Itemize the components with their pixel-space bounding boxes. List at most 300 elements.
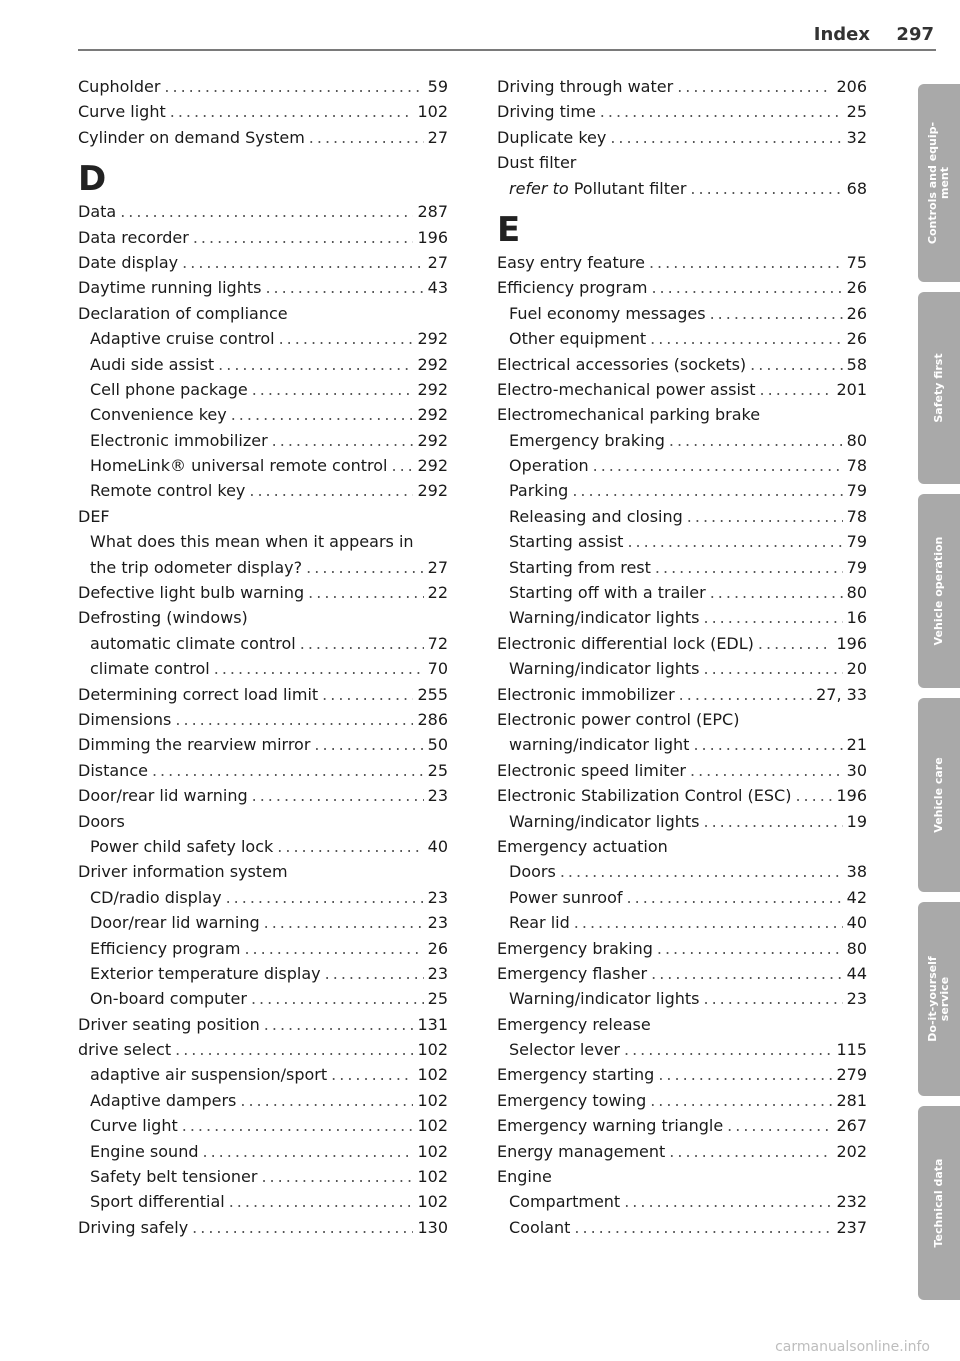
index-entry-prefix: refer to [509, 178, 569, 198]
dot-leader [703, 605, 842, 630]
index-entry [78, 478, 448, 503]
dot-leader [574, 1215, 832, 1240]
index-entry-text: Duplicate key [497, 127, 607, 147]
index-entry-page: 75 [846, 252, 867, 272]
index-entry-page: 23 [427, 913, 448, 933]
index-entry-page: 26 [846, 303, 867, 323]
index-entry [497, 834, 867, 859]
index-entry-page: 292 [417, 354, 448, 374]
index-entry-text: Curve light [90, 1116, 178, 1136]
index-entry-text: Warning/indicator lights [509, 608, 700, 628]
index-entry-text: the trip odometer display? [90, 557, 303, 577]
index-entry-page: 115 [836, 1040, 867, 1060]
dot-leader [750, 352, 842, 377]
index-entry-text: CD/radio display [90, 887, 222, 907]
index-entry-text: Emergency starting [497, 1065, 655, 1085]
index-entry [497, 936, 867, 961]
dot-leader [249, 478, 413, 503]
index-entry-text: Audi side assist [90, 354, 215, 374]
index-entry [78, 707, 448, 732]
dot-leader [560, 859, 843, 884]
dot-leader [710, 301, 843, 326]
index-entry-text: Electromechanical parking brake [497, 405, 761, 425]
index-entry-page: 292 [417, 405, 448, 425]
index-entry-page: 22 [427, 583, 448, 603]
index-entry-text: Defective light bulb warning [78, 583, 305, 603]
index-entry-text: Dimming the rearview mirror [78, 735, 311, 755]
index-entry-text: Cylinder on demand System [78, 127, 305, 147]
index-entry-page: 78 [846, 456, 867, 476]
index-entry-text: Fuel economy messages [509, 303, 706, 323]
dot-leader [251, 986, 424, 1011]
index-entry-text: Warning/indicator lights [509, 989, 700, 1009]
index-entry-page: 27, 33 [816, 684, 867, 704]
index-entry [497, 250, 867, 275]
index-entry-text: Starting from rest [509, 557, 651, 577]
dot-leader [690, 758, 843, 783]
index-entry-page: 102 [417, 1192, 448, 1212]
index-entry-text: Adaptive dampers [90, 1090, 237, 1110]
dot-leader [170, 99, 414, 124]
index-entry [497, 1139, 867, 1164]
index-entry-page: 102 [417, 1141, 448, 1161]
sidebar-tab-label: Vehicle care [932, 757, 945, 833]
index-entry-page: 43 [427, 278, 448, 298]
index-entry-text: climate control [90, 659, 210, 679]
index-entry-page: 23 [427, 963, 448, 983]
sidebar-tab-safety[interactable] [918, 292, 960, 484]
index-entry-page: 102 [417, 102, 448, 122]
sidebar-tab-controls[interactable] [918, 84, 960, 282]
index-entry [78, 199, 448, 224]
dot-leader [600, 99, 843, 124]
index-entry-page: 130 [417, 1217, 448, 1237]
index-entry [78, 580, 448, 605]
index-entry-text [509, 176, 686, 201]
dot-leader [650, 326, 843, 351]
index-entry [497, 732, 867, 757]
index-entry-text: Exterior temperature display [90, 963, 321, 983]
index-entry-page: 279 [836, 1065, 867, 1085]
index-entry-text: Doors [78, 811, 125, 831]
index-entry-page: 20 [846, 659, 867, 679]
index-entry [78, 631, 448, 656]
index-entry-text: Efficiency program [497, 278, 648, 298]
index-entry [78, 125, 448, 150]
dot-leader [279, 326, 414, 351]
index-entry-text: Electrical accessories (sockets) [497, 354, 747, 374]
index-entry-text: Starting assist [509, 532, 624, 552]
dot-leader [264, 1012, 414, 1037]
index-entry-text: Operation [509, 456, 589, 476]
index-entry [78, 1113, 448, 1138]
index-entry-page: 27 [427, 252, 448, 272]
index-entry-page: 19 [846, 811, 867, 831]
index-entry [497, 428, 867, 453]
index-entry-text: Engine sound [90, 1141, 199, 1161]
index-entry-text: On-board computer [90, 989, 247, 1009]
index-entry [497, 1037, 867, 1062]
index-entry-page: 40 [427, 836, 448, 856]
index-section-letter: E [497, 209, 521, 250]
index-column-right [497, 74, 867, 1240]
index-entry-text: Dust filter [497, 153, 577, 173]
index-entry [78, 453, 448, 478]
index-entry-text: automatic climate control [90, 633, 296, 653]
index-entry [78, 1037, 448, 1062]
dot-leader [306, 555, 424, 580]
index-entry [497, 682, 867, 707]
index-entry [78, 250, 448, 275]
index-entry [78, 1189, 448, 1214]
dot-leader [650, 1088, 832, 1113]
dot-leader [657, 936, 843, 961]
dot-leader [314, 732, 423, 757]
dot-leader [192, 1215, 413, 1240]
index-entry-page: 80 [846, 938, 867, 958]
index-entry-page: 78 [846, 506, 867, 526]
index-entry [497, 783, 867, 808]
index-entry [497, 1062, 867, 1087]
index-entry-page: 44 [846, 963, 867, 983]
index-entry [497, 1113, 867, 1138]
index-entry [497, 707, 867, 732]
sidebar-tab-label: Vehicle operation [932, 536, 945, 646]
watermark: carmanualsonline.info [775, 1339, 930, 1355]
index-entry-text: warning/indicator light [509, 735, 690, 755]
index-entry [497, 326, 867, 351]
index-entry-page: 102 [417, 1065, 448, 1085]
index-entry [497, 352, 867, 377]
index-entry-text: Date display [78, 252, 179, 272]
index-entry [78, 961, 448, 986]
index-entry [497, 301, 867, 326]
index-entry-text: Easy entry feature [497, 252, 645, 272]
dot-leader [120, 199, 413, 224]
index-entry-page: 50 [427, 735, 448, 755]
index-entry-text: Data [78, 202, 117, 222]
index-entry [78, 1062, 448, 1087]
index-entry [78, 225, 448, 250]
index-entry-page: 292 [417, 430, 448, 450]
index-entry-text: Sport differential [90, 1192, 225, 1212]
index-entry-page: 292 [417, 379, 448, 399]
index-entry-text: Data recorder [78, 227, 189, 247]
index-entry-page: 196 [836, 633, 867, 653]
index-entry-text: Emergency release [497, 1014, 651, 1034]
dot-leader [593, 453, 843, 478]
index-entry-page: 196 [417, 227, 448, 247]
dot-leader [572, 478, 842, 503]
index-entry-text: HomeLink® universal remote control [90, 456, 388, 476]
index-entry-text: Engine [497, 1167, 552, 1187]
index-entry-text: Declaration of compliance [78, 303, 288, 323]
index-entry-page: 25 [427, 760, 448, 780]
index-entry-text: Adaptive cruise control [90, 329, 275, 349]
index-entry-text: Emergency towing [497, 1090, 647, 1110]
index-entry-text: Electronic power control (EPC) [497, 709, 740, 729]
index-entry-text: Cell phone package [90, 379, 248, 399]
dot-leader [649, 250, 843, 275]
index-entry-text: Emergency flasher [497, 963, 648, 983]
index-entry-page: 131 [417, 1014, 448, 1034]
index-entry [497, 605, 867, 630]
index-entry [497, 453, 867, 478]
dot-leader [658, 1062, 832, 1087]
index-entry [78, 428, 448, 453]
index-entry-page: 281 [836, 1090, 867, 1110]
index-entry-page: 292 [417, 481, 448, 501]
dot-leader [331, 1062, 413, 1087]
index-entry-text: Emergency braking [497, 938, 653, 958]
dot-leader [244, 936, 423, 961]
index-entry-page: 255 [417, 684, 448, 704]
index-entry-page: 26 [427, 938, 448, 958]
index-entry-page: 102 [417, 1167, 448, 1187]
index-entry [78, 809, 448, 834]
dot-leader [231, 402, 414, 427]
dot-leader [265, 275, 423, 300]
index-entry-page: 267 [836, 1116, 867, 1136]
index-entry [78, 910, 448, 935]
index-entry-text: Electronic differential lock (EDL) [497, 633, 754, 653]
index-entry-page: 80 [846, 583, 867, 603]
index-entry-text: Electronic immobilizer [90, 430, 268, 450]
dot-leader [677, 74, 832, 99]
dot-leader [687, 504, 843, 529]
dot-leader [202, 1139, 413, 1164]
index-entry [497, 504, 867, 529]
index-entry-page: 102 [417, 1090, 448, 1110]
index-entry-text: Doors [509, 862, 556, 882]
index-entry-text: Coolant [509, 1217, 571, 1237]
index-entry [497, 377, 867, 402]
index-entry-text: Emergency warning triangle [497, 1116, 724, 1136]
index-entry-text: Cupholder [78, 77, 161, 96]
dot-leader [252, 377, 414, 402]
index-entry-page: 72 [427, 633, 448, 653]
index-entry [497, 859, 867, 884]
dot-leader [272, 428, 414, 453]
index-entry [78, 936, 448, 961]
dot-leader [758, 631, 833, 656]
dot-leader [193, 225, 414, 250]
dot-leader [693, 732, 842, 757]
index-entry-page: 206 [836, 77, 867, 96]
index-entry-page: 16 [846, 608, 867, 628]
index-entry-page: 26 [846, 329, 867, 349]
index-entry [78, 1139, 448, 1164]
index-entry-page: 23 [846, 989, 867, 1009]
dot-leader [308, 580, 423, 605]
index-column-left [78, 74, 448, 1240]
index-entry-page: 79 [846, 557, 867, 577]
index-entry-text: Parking [509, 481, 569, 501]
index-entry-text: Electro-mechanical power assist [497, 379, 756, 399]
index-entry-text: Door/rear lid warning [78, 786, 248, 806]
index-entry-text: Driving safely [78, 1217, 189, 1237]
index-entry [78, 529, 448, 554]
index-entry [78, 682, 448, 707]
index-entry-page: 292 [417, 456, 448, 476]
index-entry-page: 32 [846, 127, 867, 147]
index-entry-text: Compartment [509, 1192, 621, 1212]
dot-leader [175, 707, 413, 732]
index-entry [78, 1088, 448, 1113]
index-entry-text: Curve light [78, 102, 166, 122]
index-entry-page: 102 [417, 1040, 448, 1060]
dot-leader [690, 176, 842, 201]
index-entry-page: 30 [846, 760, 867, 780]
index-entry [497, 656, 867, 681]
dot-leader [703, 656, 842, 681]
index-entry [78, 758, 448, 783]
index-entry-label: Pollutant filter [573, 178, 687, 198]
sidebar-tab-label: Technical data [932, 1158, 945, 1248]
index-entry-text: drive select [78, 1040, 172, 1060]
index-entry [497, 758, 867, 783]
index-entry [497, 910, 867, 935]
index-entry [78, 99, 448, 124]
index-entry-text: Emergency braking [509, 430, 665, 450]
index-entry [497, 1215, 867, 1240]
dot-leader [182, 1113, 414, 1138]
dot-leader [325, 961, 424, 986]
dot-leader [240, 1088, 413, 1113]
index-entry-page: 42 [846, 887, 867, 907]
index-entry-page: 79 [846, 481, 867, 501]
index-entry-page: 25 [427, 989, 448, 1009]
index-entry-text: Electronic immobilizer [497, 684, 675, 704]
sidebar-tab-diy-service[interactable] [918, 902, 960, 1096]
index-entry-text: Emergency actuation [497, 836, 668, 856]
index-entry [78, 1164, 448, 1189]
index-entry [78, 859, 448, 884]
header-rule [78, 49, 936, 51]
sidebar-tab-vehicle-operation[interactable] [918, 494, 960, 688]
dot-leader [309, 125, 424, 150]
dot-leader [277, 834, 423, 859]
page-title: Index [813, 24, 870, 45]
index-entry [497, 1189, 867, 1214]
index-entry-page: 27 [427, 127, 448, 147]
dot-leader [322, 682, 413, 707]
index-entry-text: What does this mean when it appears in [90, 532, 414, 552]
index-entry-page: 196 [836, 786, 867, 806]
sidebar-tab-vehicle-care[interactable] [918, 698, 960, 892]
dot-leader [229, 1189, 414, 1214]
index-entry-text: Energy management [497, 1141, 666, 1161]
index-entry [78, 783, 448, 808]
dot-leader [703, 809, 842, 834]
index-entry [78, 402, 448, 427]
index-entry-text: Other equipment [509, 329, 647, 349]
index-entry-text: Electronic speed limiter [497, 760, 686, 780]
dot-leader [627, 529, 842, 554]
dot-leader [175, 1037, 413, 1062]
index-entry [497, 125, 867, 150]
index-entry-page: 25 [846, 102, 867, 122]
index-entry-page: 59 [427, 77, 448, 96]
dot-leader [655, 555, 843, 580]
index-entry-text: Selector lever [509, 1040, 620, 1060]
index-entry-text: Determining correct load limit [78, 684, 319, 704]
dot-leader [679, 682, 812, 707]
index-entry-text: Releasing and closing [509, 506, 683, 526]
dot-leader [624, 1189, 832, 1214]
index-entry-text: Electronic Stabilization Control (ESC) [497, 786, 792, 806]
dot-leader [669, 1139, 832, 1164]
dot-leader [727, 1113, 832, 1138]
index-entry-page: 102 [417, 1116, 448, 1136]
index-entry-text: Distance [78, 760, 148, 780]
dot-leader [610, 125, 842, 150]
index-entry [497, 478, 867, 503]
dot-leader [264, 910, 424, 935]
index-entry-page: 232 [836, 1192, 867, 1212]
index-entry-text: Defrosting (windows) [78, 608, 248, 628]
index-entry-text: Convenience key [90, 405, 227, 425]
dot-leader [795, 783, 832, 808]
index-entry-text: Driver information system [78, 862, 288, 882]
index-entry-text: Driver seating position [78, 1014, 260, 1034]
dot-leader [182, 250, 424, 275]
page-number: 297 [896, 24, 934, 45]
sidebar-tab-label: Controls and equip- ment [926, 121, 951, 245]
index-entry [497, 402, 867, 427]
dot-leader [669, 428, 843, 453]
index-entry-text: Driving time [497, 102, 596, 122]
index-entry [497, 1164, 867, 1189]
index-entry-text: Power child safety lock [90, 836, 274, 856]
index-entry [78, 555, 448, 580]
index-entry [497, 176, 867, 201]
index-entry [78, 301, 448, 326]
index-entry-page: 58 [846, 354, 867, 374]
index-entry-page: 80 [846, 430, 867, 450]
index-entry [497, 99, 867, 124]
dot-leader [164, 74, 423, 99]
index-entry [78, 74, 448, 99]
index-entry-text: adaptive air suspension/sport [90, 1065, 328, 1085]
index-entry [78, 732, 448, 757]
index-entry-text: Safety belt tensioner [90, 1167, 258, 1187]
index-entry [78, 504, 448, 529]
dot-leader [252, 783, 424, 808]
dot-leader [710, 580, 843, 605]
index-entry-text: Dimensions [78, 709, 172, 729]
index-entry-page: 38 [846, 862, 867, 882]
sidebar-tab-technical-data[interactable] [918, 1106, 960, 1300]
index-entry-page: 292 [417, 329, 448, 349]
index-entry [497, 961, 867, 986]
index-entry [497, 74, 867, 99]
dot-leader [574, 910, 843, 935]
dot-leader [392, 453, 414, 478]
index-entry-page: 70 [427, 659, 448, 679]
index-entry-text: Starting off with a trailer [509, 583, 706, 603]
index-entry-page: 68 [846, 178, 867, 198]
index-entry [78, 1215, 448, 1240]
index-entry-text: Power sunroof [509, 887, 623, 907]
index-entry-text: DEF [78, 506, 110, 526]
index-entry [497, 555, 867, 580]
index-entry [497, 809, 867, 834]
index-entry [497, 631, 867, 656]
index-entry-page: 27 [427, 557, 448, 577]
dot-leader [218, 352, 413, 377]
index-entry [78, 326, 448, 351]
